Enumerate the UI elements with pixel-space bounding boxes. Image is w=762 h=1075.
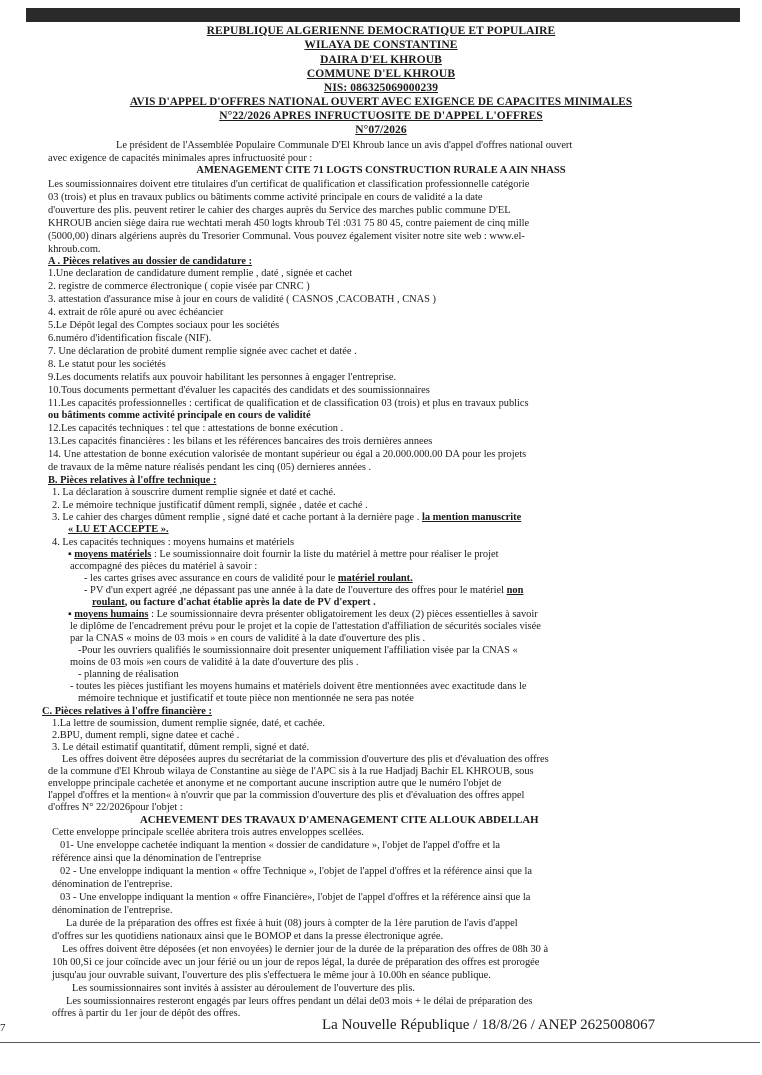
qualif-line: KHROUB ancien siège daira rue wechtati merah 450 logts khroub Tél :031 75 80 45, contre paiement de cinq mille (48, 218, 530, 229)
facture-text: , ou facture d'achat établie après la date de PV d'expert . (124, 597, 376, 608)
section-a-item: 9.Les documents relatifs aux pouvoir habilitant les personnes à engager l'entreprise. (48, 372, 397, 383)
moyens-humains-text: : Le soumissionnaire devra présenter obligatoirement les deux (2) pièces essentielles à savoir (151, 609, 538, 620)
header-commune: COMMUNE D'EL KHROUB (306, 68, 456, 80)
header-avis: AVIS D'APPEL D'OFFRES NATIONAL OUVERT AVEC EXIGENCE DE CAPACITES MINIMALES (129, 96, 633, 108)
section-b-item: accompagné des pièces du matériel à savoir : (70, 561, 258, 572)
qualif-line: d'ouverture des plis. peuvent retirer le cahier des charges auprès du Service des marches public commune D'EL (48, 205, 511, 216)
qualif-line: 03 (trois) et plus en travaux publics ou bâtiments comme activité principale en cours de validité a la date (48, 192, 483, 203)
section-c-item: 3. Le détail estimatif quantitatif, dûment rempli, signé et daté. (52, 742, 310, 753)
section-a-item: 3. attestation d'assurance mise à jour en cours de validité ( CASNOS ,CACOBATH , CNAS ) (48, 294, 437, 305)
section-a-title: A . Pièces relatives au dossier de candidature : (48, 256, 253, 267)
section-b-title: B. Pièces relatives à l'offre technique : (48, 475, 217, 486)
pv-expert-text: - PV d'un expert agréé ,ne dépassant pas une année à la date de l'ouverture des offres pour le matériel (84, 585, 504, 596)
intro-line: Le président de l'Assemblée Populaire Communale D'El Khroub lance un avis d'appel d'offres national ouvert (116, 140, 573, 151)
section-a-item: 4. extrait de rôle apuré ou avec échéancier (48, 307, 224, 318)
moyens-materiels-line (68, 549, 498, 561)
bottom-divider (0, 1042, 760, 1043)
section-b-item: - planning de réalisation (78, 669, 179, 680)
achevement-title: ACHEVEMENT DES TRAVAUX D'AMENAGEMENT CITE ALLOUK ABDELLAH (140, 814, 539, 826)
section-a-item: 5.Le Dépôt legal des Comptes sociaux pour les sociétés (48, 320, 280, 331)
bullet-icon: ▪ (68, 609, 75, 620)
moyens-humains-label: moyens humains (74, 609, 149, 620)
section-a-item: 7. Une déclaration de probité dument remplie signée avec cachet et datée . (48, 346, 357, 357)
moyens-humains-line (68, 609, 538, 621)
duree-line: Les soumissionnaires resteront engagés par leurs offres pendant un délai de03 mois + le délai de préparation des (66, 996, 533, 1007)
envelope-line: référence ainsi que la dénomination de l'entreprise (52, 853, 262, 864)
lu-et-accepte: « LU ET ACCEPTE ». (68, 524, 169, 535)
cartes-grises-text: - les cartes grises avec assurance en cours de validité pour le (84, 573, 336, 584)
envelope-line: 01- Une enveloppe cachetée indiquant la mention « dossier de candidature », l'objet de l'appel d'offre et la (60, 840, 500, 851)
envelope-line: Cette enveloppe principale scellée abritera trois autres enveloppes scellées. (52, 827, 364, 838)
duree-line: jusqu'au jour ouvrable suivant, l'ouverture des plis s'effectuera le même jour à 10.00h en séance publique. (52, 970, 491, 981)
section-b-item (84, 573, 413, 585)
header-republic: REPUBLIQUE ALGERIENNE DEMOCRATIQUE ET POPULAIRE (206, 25, 556, 37)
header-daira: DAIRA D'EL KHROUB (320, 54, 442, 66)
top-black-bar (26, 8, 740, 22)
duree-line: d'offres sur les quotidiens nationaux ainsi que le BOMOP et dans la presse électronique agrée. (52, 931, 444, 942)
roulant-label: roulant (92, 597, 125, 608)
depot-line: de la commune d'El Khroub wilaya de Constantine au siège de l'APC sis à la rue Hadjadj Bachir EL KHROUB, sous (48, 766, 534, 777)
bullet-icon: ▪ (68, 549, 75, 560)
section-c-item: 2.BPU, dument rempli, signe datee et caché . (52, 730, 240, 741)
section-a-item: 12.Les capacités techniques : tel que : attestations de bonne exécution . (48, 423, 344, 434)
header-ref: N°22/2026 APRES INFRUCTUOSITE DE D'APPEL L'OFFRES (219, 110, 543, 122)
mention-manuscrite: la mention manuscrite (421, 512, 522, 523)
section-b-item: moins de 03 mois »en cours de validité à la date d'ouverture des plis . (70, 657, 359, 668)
section-b-item: par la CNAS « moins de 03 mois » en cours de validité à la date d'ouverture des plis . (70, 633, 426, 644)
section-b-item: mémoire technique et justificatif et toute pièce non mentionnée ne sera pas notée (78, 693, 414, 704)
section-a-item: 11.Les capacités professionnelles : certificat de qualification et de classification 03 (trois) et plus en travaux publics (48, 398, 529, 409)
qualif-line: khroub.com. (48, 244, 101, 255)
section-b-item (92, 597, 376, 609)
duree-line: Les soumissionnaires sont invités à assister au déroulement de l'ouverture des plis. (72, 983, 415, 994)
section-b-item (52, 512, 521, 524)
section-b-item: 4. Les capacités techniques : moyens humains et matériels (52, 537, 295, 548)
duree-line: Les offres doivent être déposées (et non envoyées) le dernier jour de la durée de la préparation des offres de 08h 30 à (62, 944, 549, 955)
footer-publication: La Nouvelle République / 18/8/26 / ANEP 2625008067 (322, 1017, 656, 1033)
section-a-item: 14. Une attestation de bonne exécution valorisée de montant supérieur ou égal a 20.000.000.00 DA pour les projets (48, 449, 527, 460)
duree-line: offres à partir du 1er jour de dépôt des offres. (52, 1008, 241, 1019)
page-number: 7 (0, 1022, 6, 1034)
envelope-line: dénomination de l'entreprise. (52, 905, 173, 916)
cahier-charges-text: 3. Le cahier des charges dûment remplie , signé daté et cache portant à la dernière page . (52, 512, 420, 523)
section-b-item: 2. Le mémoire technique justificatif dûment rempli, signée , datée et caché . (52, 500, 368, 511)
duree-line: 10h 00,Si ce jour coïncide avec un jour férié ou un jour de repos légal, la durée de préparation des offres est prorogée (52, 957, 540, 968)
section-a-item: 8. Le statut pour les sociétés (48, 359, 166, 370)
section-a-item: 1.Une declaration de candidature dument remplie , daté , signée et cachet (48, 268, 353, 279)
section-b-item: 1. La déclaration à souscrire dument remplie signée et daté et caché. (52, 487, 336, 498)
header-num: N°07/2026 (355, 124, 407, 136)
envelope-line: dénomination de l'entreprise. (52, 879, 173, 890)
section-a-item: 10.Tous documents permettant d'évaluer les capacités des candidats et des soumissionnaires (48, 385, 430, 396)
intro-line: avec exigence de capacités minimales apres infructuosité pour : (48, 153, 313, 164)
section-b-item: - toutes les pièces justifiant les moyens humains et matériels doivent être mentionnées avec exactitude dans le (70, 681, 527, 692)
header-wilaya: WILAYA DE CONSTANTINE (304, 39, 458, 51)
qualif-line: Les soumissionnaires doivent etre titulaires d'un certificat de qualification et classification professionnelle catégorie (48, 179, 530, 190)
duree-line: La durée de la préparation des offres est fixée à huit (08) jours à compter de la 1ère parution de l'avis d'appel (66, 918, 518, 929)
section-a-item: 6.numéro d'identification fiscale (NIF). (48, 333, 212, 344)
envelope-line: 03 - Une enveloppe indiquant la mention « offre Financière», l'objet de l'appel d'offres et la référence ainsi que la (60, 892, 531, 903)
section-b-item: le diplôme de l'encadrement prévu pour le projet et la copie de l'attestation d'affiliation de sécurités sociales visée (70, 621, 541, 632)
depot-line: Les offres doivent être déposées aupres du secrétariat de la commission d'ouverture des plis et d'évaluation des offres (62, 754, 549, 765)
depot-line: d'offres N° 22/2026pour l'objet : (48, 802, 183, 813)
moyens-materiels-text: : Le soumissionnaire doit fournir la liste du matériel à mettre pour réaliser le projet (153, 549, 499, 560)
section-b-item: -Pour les ouvriers qualifiés le soumissionnaire doit presenter uniquement l'affiliation visée par la CNAS « (78, 645, 518, 656)
project-title: AMENAGEMENT CITE 71 LOGTS CONSTRUCTION RURALE A AIN NHASS (196, 165, 566, 176)
section-a-item: ou bâtiments comme activité principale en cours de validité (48, 410, 311, 421)
envelope-line: 02 - Une enveloppe indiquant la mention « offre Technique », l'objet de l'appel d'offres et la référence ainsi que la (60, 866, 533, 877)
qualif-line: (5000,00) dinars algériens auprès du Tresorier Communal. Vous pouvez également visiter notre site web : www.el- (48, 231, 525, 242)
section-a-item: 13.Les capacités financières : les bilans et les références bancaires des trois dernières annees (48, 436, 433, 447)
depot-line: enveloppe principale cachetée et anonyme et ne comportant aucune inscription autre que le numéro l'objet de (48, 778, 502, 789)
moyens-materiels-label: moyens matériels (74, 549, 152, 560)
section-b-item (84, 585, 523, 597)
section-c-item: 1.La lettre de soumission, dument remplie signée, daté, et cachée. (52, 718, 325, 729)
header-nis: NIS: 086325069000239 (323, 82, 439, 94)
non-label: non (506, 585, 524, 596)
section-a-item: 2. registre de commerce électronique ( copie visée par CNRC ) (48, 281, 310, 292)
section-a-item: de travaux de la même nature réalisés pendant les cinq (05) dernieres années . (48, 462, 372, 473)
depot-line: l'appel d'offres et la mention« à n'ouvrir que par la commission d'ouverture des plis et d'évaluation des offres appel (48, 790, 525, 801)
materiel-roulant: matériel roulant. (337, 573, 413, 584)
section-c-title: C. Pièces relatives à l'offre financière : (42, 706, 212, 717)
